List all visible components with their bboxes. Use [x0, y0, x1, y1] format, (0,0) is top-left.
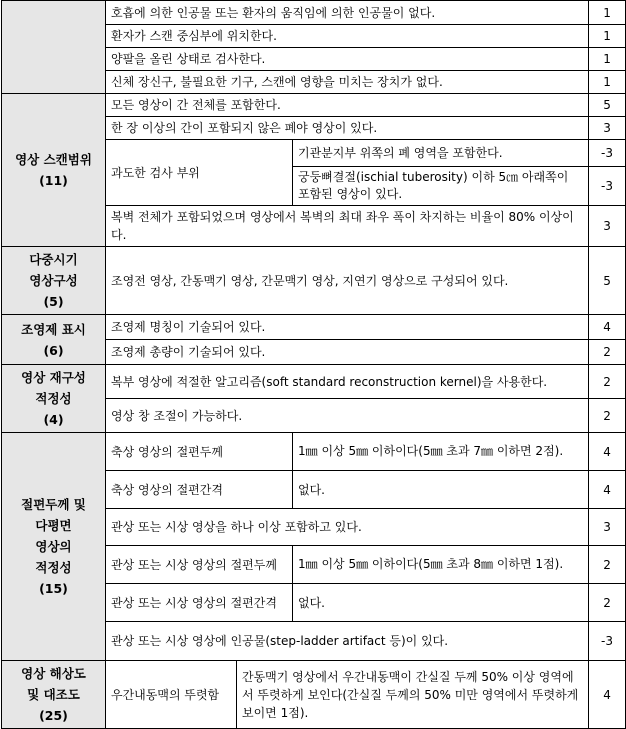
- score-cell: 1: [589, 1, 626, 25]
- criterion-text: 영상 창 조절이 가능하다.: [106, 399, 589, 433]
- table-row: [2, 433, 626, 471]
- table-row: [2, 94, 626, 117]
- criterion-text: 없다.: [293, 584, 589, 622]
- criterion-text: 모든 영상이 간 전체를 포함한다.: [106, 94, 589, 117]
- score-cell: 5: [589, 247, 626, 315]
- category-title: 영상의: [35, 539, 72, 554]
- score-cell: 1: [589, 71, 626, 94]
- score-cell: -3: [589, 622, 626, 661]
- category-multiphase: [2, 247, 106, 315]
- criterion-label: 관상 또는 시상 영상의 절편간격: [106, 584, 293, 622]
- score-cell: 4: [589, 471, 626, 509]
- table-row: [2, 661, 626, 729]
- evaluation-table: [1, 0, 626, 729]
- category-slice: [2, 433, 106, 661]
- category-points: (6): [43, 342, 64, 358]
- category-title: 다평면: [35, 518, 72, 533]
- criterion-label: 축상 영상의 절편간격: [106, 471, 293, 509]
- category-points: (25): [39, 708, 68, 723]
- criterion-text: 신체 장신구, 불필요한 기구, 스캔에 영향을 미치는 장치가 없다.: [106, 71, 589, 94]
- category-title: 영상구성: [29, 273, 78, 288]
- criterion-text: 관상 또는 시상 영상을 하나 이상 포함하고 있다.: [106, 509, 589, 546]
- score-cell: 2: [589, 365, 626, 399]
- score-cell: 4: [589, 315, 626, 340]
- category-title: 영상 해상도: [21, 666, 86, 681]
- category-contrast: [2, 315, 106, 365]
- criterion-text: 1㎜ 이상 5㎜ 이하이다(5㎜ 초과 8㎜ 이하면 1점).: [293, 546, 589, 584]
- score-cell: 3: [589, 117, 626, 140]
- criterion-text: 기관분지부 위쪽의 폐 영역을 포함한다.: [293, 140, 589, 167]
- score-cell: -3: [589, 167, 626, 206]
- criterion-text: 복벽 전체가 포함되었으며 영상에서 복벽의 최대 좌우 폭이 차지하는 비율이 80% 이상이다.: [106, 206, 589, 247]
- score-cell: 4: [589, 433, 626, 471]
- category-title: 조영제 표시: [21, 321, 86, 337]
- category-points: (15): [39, 581, 68, 596]
- category-title: 다중시기: [29, 252, 78, 267]
- table-row: [2, 1, 626, 25]
- category-scan-range: [2, 94, 106, 247]
- criterion-text: 복부 영상에 적절한 알고리즘(soft standard reconstruction kernel)을 사용한다.: [106, 365, 589, 399]
- criterion-text: 양팔을 올린 상태로 검사한다.: [106, 48, 589, 71]
- criterion-text: 조영전 영상, 간동맥기 영상, 간문맥기 영상, 지연기 영상으로 구성되어 있다.: [106, 247, 589, 315]
- criterion-text: 한 장 이상의 간이 포함되지 않은 폐야 영상이 있다.: [106, 117, 589, 140]
- score-cell: 3: [589, 509, 626, 546]
- criterion-label: 축상 영상의 절편두께: [106, 433, 293, 471]
- category-title: 영상 스캔범위: [15, 152, 92, 167]
- category-title: 및 대조도: [27, 687, 80, 702]
- score-cell: 3: [589, 206, 626, 247]
- criterion-text: 궁둥뼈결절(ischial tuberosity) 이하 5㎝ 아래쪽이 포함된 영상이 있다.: [293, 167, 589, 206]
- table-row: [2, 315, 626, 340]
- category-points: (4): [43, 412, 64, 427]
- category-points: (5): [43, 294, 64, 309]
- category-points: (11): [39, 173, 68, 188]
- category-title: 적정성: [35, 560, 72, 575]
- category-cell-continued: [2, 1, 106, 94]
- criterion-label: 관상 또는 시상 영상의 절편두께: [106, 546, 293, 584]
- criterion-text: 조영제 명칭이 기술되어 있다.: [106, 315, 589, 340]
- criterion-text: 호흡에 의한 인공물 또는 환자의 움직임에 의한 인공물이 없다.: [106, 1, 589, 25]
- table-row: [2, 365, 626, 399]
- criterion-text: 간동맥기 영상에서 우간내동맥이 간실질 두께 50% 이상 영역에서 뚜렷하게 보인다(간실질 두께의 50% 미만 영역에서 뚜렷하게 보이면 1점).: [237, 661, 589, 729]
- score-cell: 5: [589, 94, 626, 117]
- criterion-text: 1㎜ 이상 5㎜ 이하이다(5㎜ 초과 7㎜ 이하면 2점).: [293, 433, 589, 471]
- criterion-text: 관상 또는 시상 영상에 인공물(step-ladder artifact 등)이 있다.: [106, 622, 589, 661]
- score-cell: 4: [589, 661, 626, 729]
- score-cell: 1: [589, 48, 626, 71]
- criterion-text: 조영제 총량이 기술되어 있다.: [106, 340, 589, 365]
- category-reconstruction: [2, 365, 106, 433]
- category-title: 적정성: [35, 391, 72, 406]
- score-cell: -3: [589, 140, 626, 167]
- criterion-label: 과도한 검사 부위: [106, 140, 293, 206]
- table-row: [2, 247, 626, 315]
- score-cell: 2: [589, 340, 626, 365]
- category-title: 영상 재구성: [21, 370, 86, 385]
- criterion-text: 환자가 스캔 중심부에 위치한다.: [106, 25, 589, 48]
- score-cell: 2: [589, 584, 626, 622]
- score-cell: 2: [589, 546, 626, 584]
- category-title: 절편두께 및: [21, 497, 86, 512]
- score-cell: 1: [589, 25, 626, 48]
- score-cell: 2: [589, 399, 626, 433]
- criterion-text: 없다.: [293, 471, 589, 509]
- criterion-label: 우간내동맥의 뚜렷함: [106, 661, 237, 729]
- category-resolution: [2, 661, 106, 729]
